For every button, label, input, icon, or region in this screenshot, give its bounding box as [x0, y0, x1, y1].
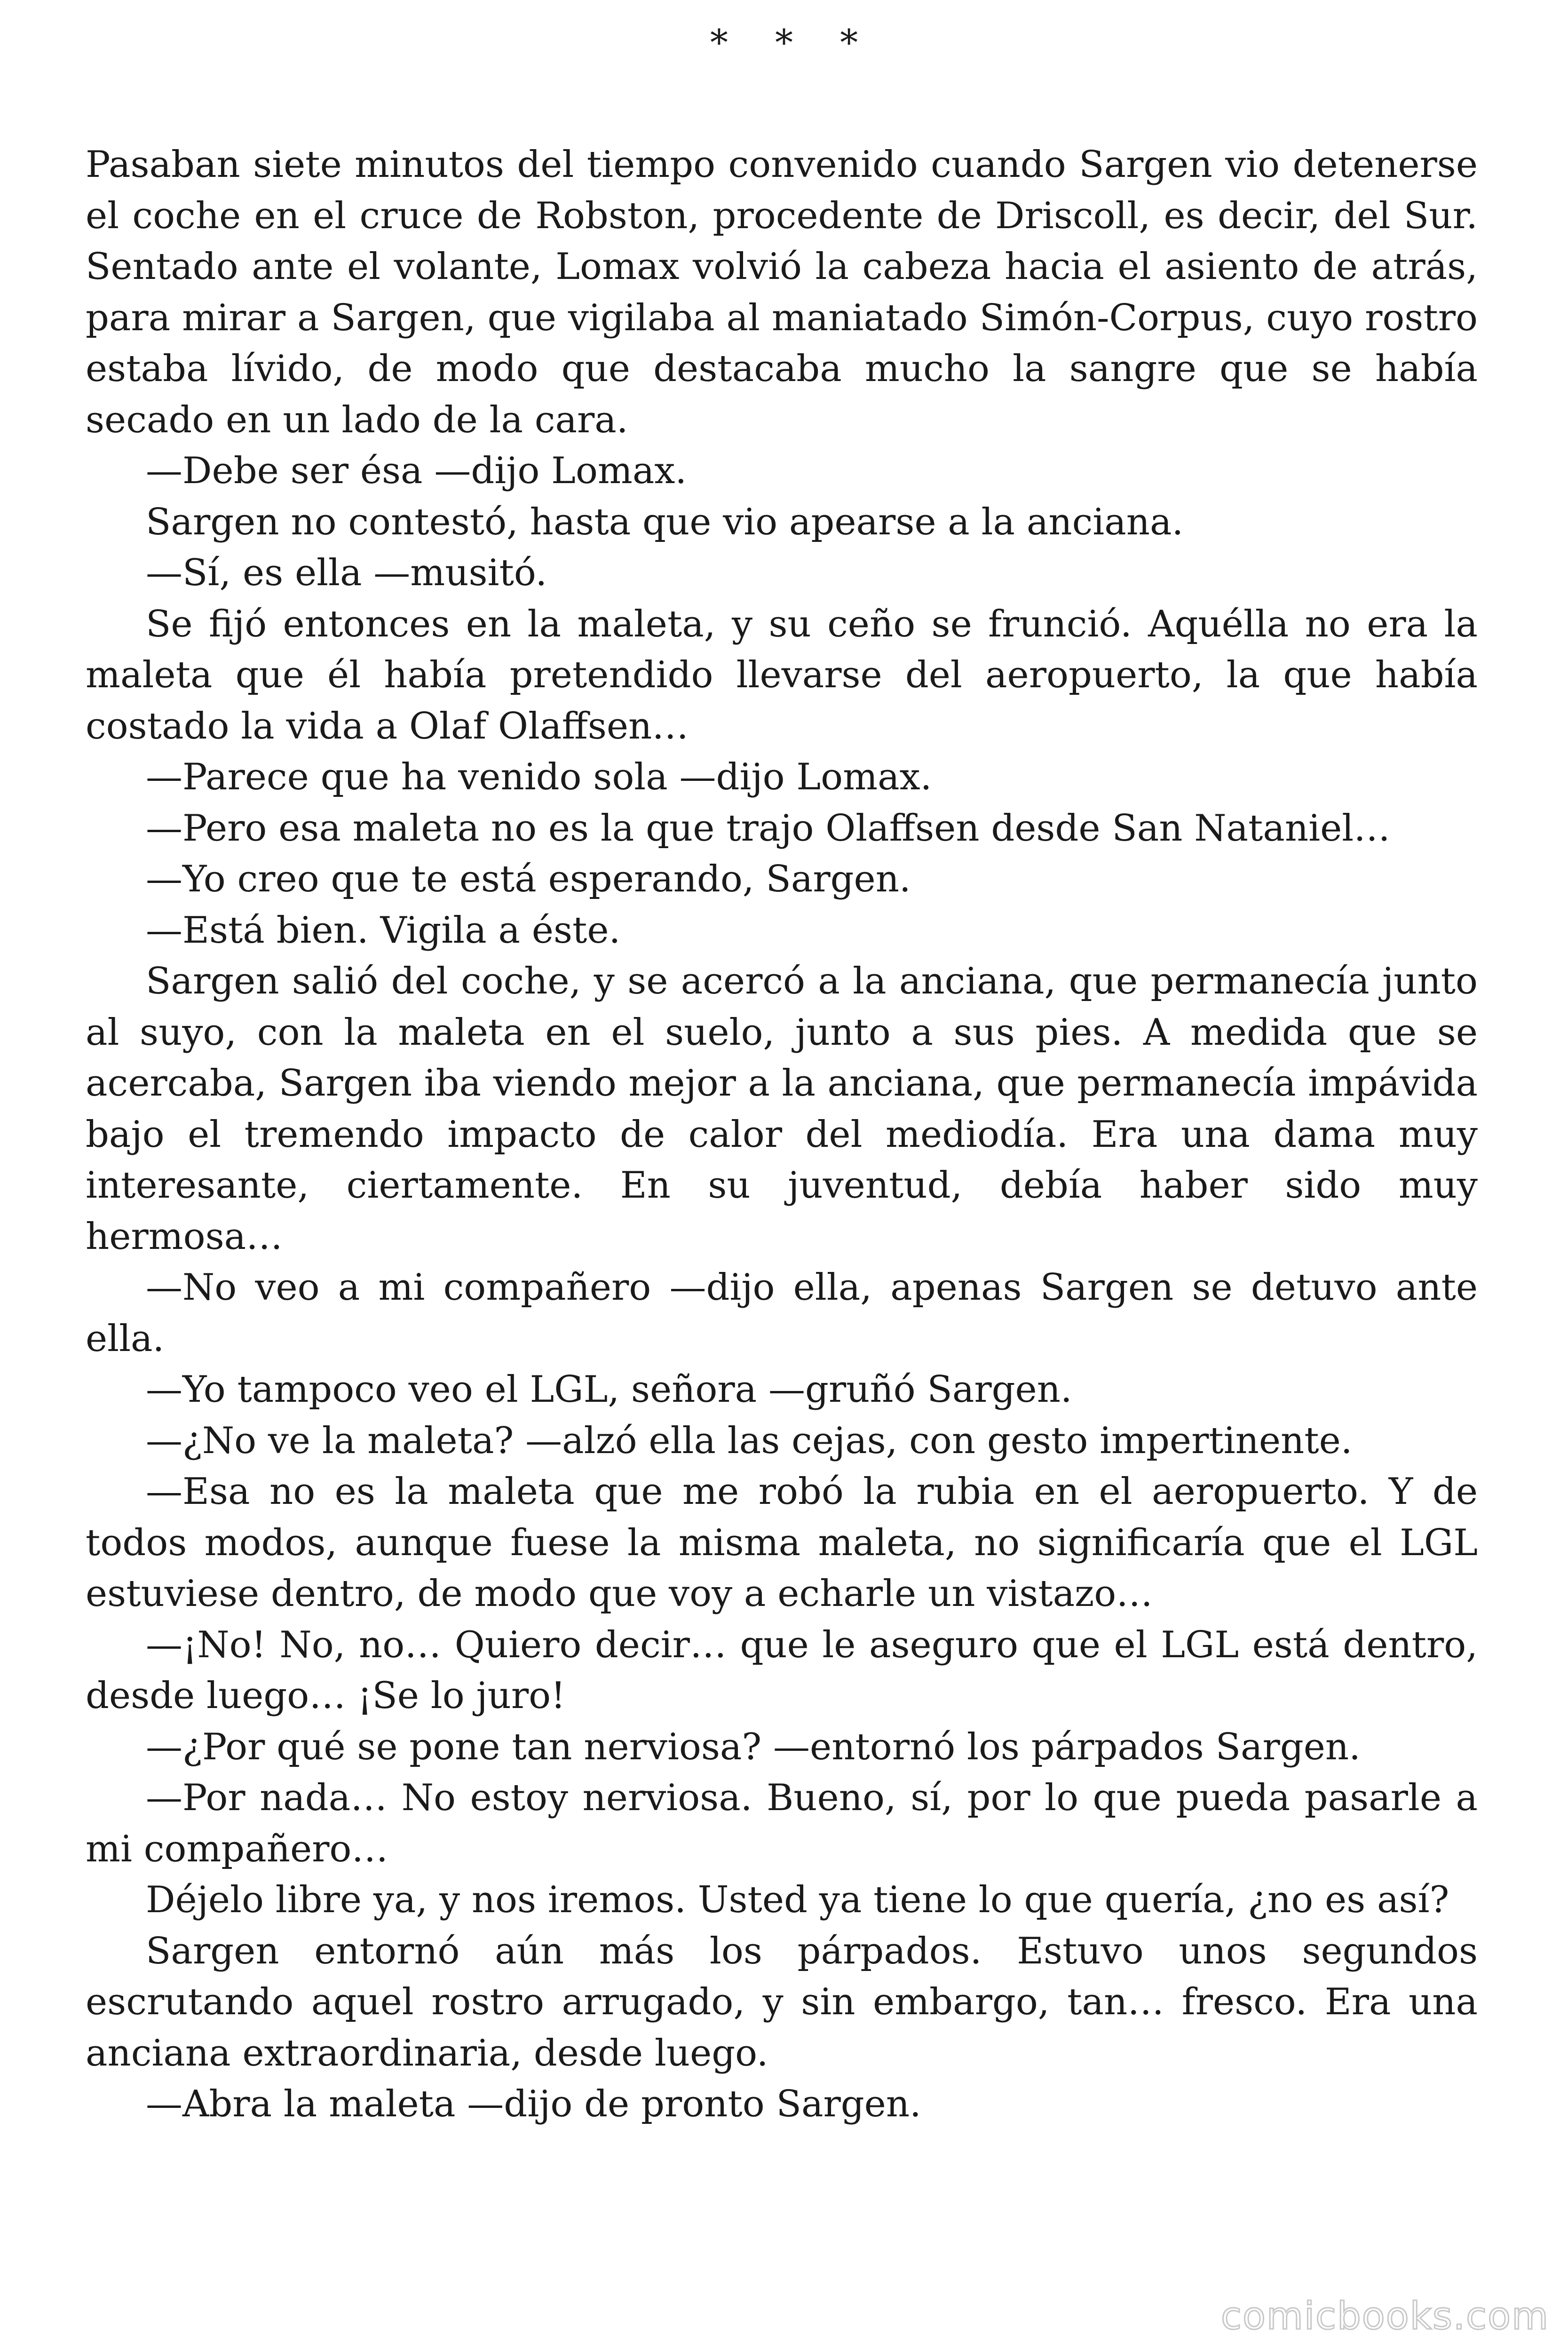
paragraph: —Pero esa maleta no es la que trajo Olaffsen desde San Nataniel… — [146, 807, 1391, 850]
paragraph: —No veo a mi compañero —dijo ella, apenas Sargen se detuvo ante ella. — [86, 1266, 1478, 1360]
paragraph: Se fijó entonces en la maleta, y su ceño se frunció. Aquélla no era la maleta que él había pretendido llevarse del aeropuerto, la que había costado la vida a Olaf Olaffsen… — [86, 603, 1478, 747]
paragraph: —Está bien. Vigila a éste. — [146, 909, 621, 952]
paragraph: —Esa no es la maleta que me robó la rubia en el aeropuerto. Y de todos modos, aunque fuese la misma maleta, no significaría que el LGL estuviese dentro, de modo que voy a echarle un vistazo… — [86, 1470, 1478, 1615]
paragraph: Pasaban siete minutos del tiempo convenido cuando Sargen vio detenerse el coche en el cruce de Robston, procedente de Driscoll, es decir, del Sur. Sentado ante el volante, Lomax volvió la cabeza hacia el asiento de atrás, para mirar a Sargen, que vigilaba al maniatado Simón-Corpus, cuyo rostro estaba lívido, de modo que destacaba mucho la sangre que se había secado en un lado de la cara. — [86, 143, 1478, 441]
paragraph: —Parece que ha venido sola —dijo Lomax. — [146, 756, 932, 798]
paragraph: Sargen salió del coche, y se acercó a la anciana, que permanecía junto al suyo, con la maleta en el suelo, junto a sus pies. A medida que se acercaba, Sargen iba viendo mejor a la anciana, que permanecía impávida bajo el tremendo impacto de calor del mediodía. Era una dama muy interesante, ciertamente. En su juventud, debía haber sido muy hermosa… — [86, 960, 1478, 1258]
paragraph: —Yo tampoco veo el LGL, señora —gruñó Sargen. — [146, 1368, 1072, 1411]
paragraph: —¡No! No, no… Quiero decir… que le aseguro que el LGL está dentro, desde luego… ¡Se lo juro! — [86, 1623, 1478, 1717]
paragraph: —Yo creo que te está esperando, Sargen. — [146, 858, 911, 900]
body-text — [86, 139, 1478, 2130]
paragraph: —¿Por qué se pone tan nerviosa? —entornó los párpados Sargen. — [146, 1725, 1361, 1768]
paragraph: —Abra la maleta —dijo de pronto Sargen. — [146, 2083, 921, 2125]
paragraph: —Sí, es ella —musitó. — [146, 552, 547, 594]
paragraph: Déjelo libre ya, y nos iremos. Usted ya tiene lo que quería, ¿no es así? — [146, 1879, 1449, 1921]
watermark: comicbooks.com — [1220, 2294, 1549, 2338]
paragraph: —Debe ser ésa —dijo Lomax. — [146, 450, 687, 492]
paragraph: Sargen no contestó, hasta que vio apearse a la anciana. — [146, 501, 1184, 543]
paragraph: Sargen entornó aún más los párpados. Estuvo unos segundos escrutando aquel rostro arrugado, y sin embargo, tan… fresco. Era una anciana extraordinaria, desde luego. — [86, 1930, 1478, 2074]
section-separator: * * * — [710, 22, 876, 64]
paragraph: —¿No ve la maleta? —alzó ella las cejas, con gesto impertinente. — [146, 1419, 1353, 1462]
paragraph: —Por nada… No estoy nerviosa. Bueno, sí, por lo que pueda pasarle a mi compañero… — [86, 1777, 1478, 1870]
